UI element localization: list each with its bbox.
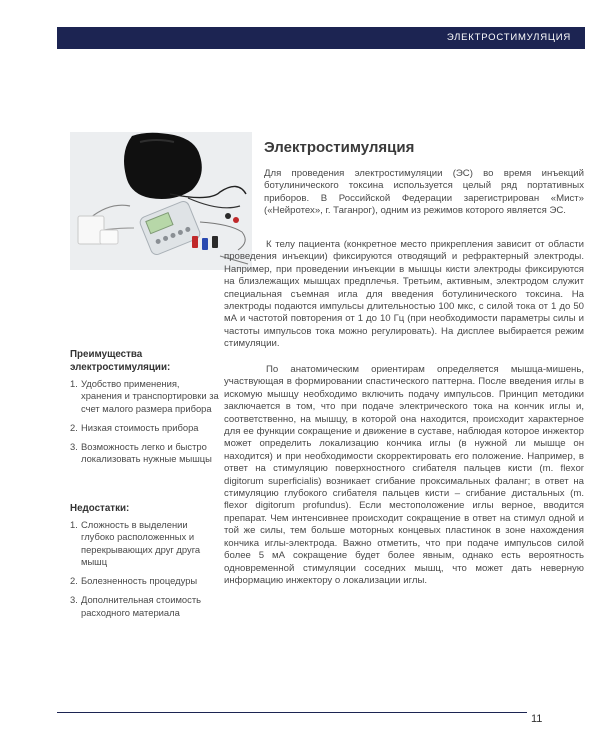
page-number: 11 (531, 713, 543, 725)
list-item (70, 575, 220, 587)
list-item-number: 3. (70, 441, 78, 453)
article-paragraph-2: К телу пациента (конкретное место прикрепления зависит от области проведения инъекции) фиксируются отводящий и рефрактерный электроды. Например, при проведении инъекции в мышцы кисти электроды фиксируются на близлежащих мышцах предплечья. Третьим, активным, электродом служит специальная съемная игла для введения ботулинического токсина. На электроды подаются импульсы длительностью 100 мкс, с силой тока от 1 до 50 мА и частотой повторения от 1 до 10 Гц (при необходимости параметры силы и частоты импульсов тока можно регулировать). На дисплее выбирается режим стимуляции. (224, 239, 584, 350)
section-title: ЭЛЕКТРОСТИМУЛЯЦИЯ (446, 32, 571, 43)
list-item (70, 519, 220, 568)
list-item-number: 1. (70, 519, 78, 530)
article-title: Электростимуляция (264, 139, 415, 156)
list-item (70, 594, 220, 619)
list-item-text: Низкая стоимость прибора (81, 421, 199, 433)
article-paragraph-3: По анатомическим ориентирам определяется мышца-мишень, участвующая в формировании спастического паттерна. После введения иглы в искомую мышцу необходимо включить подачу импульсов. Принцип методики заключается в том, что при подаче электрического тока на кончик иглы и, соответственно, на мышцу, в которой она находится, происходит характерное для ее функции сокращение и движение в суставе, наблюдая которое инжектор может определить локализацию кончика иглы (в нужной ли мышце он находится) и при необходимости скорректировать его положение. Например, в ответ на стимуляцию поверхностного сгибателя пальцев кисти (m. flexor digitorum superficialis) возникает сгибание проксимальных фаланг; в ответ на стимуляцию глубокого сгибателя пальцев кисти – сгибание дистальных (m. flexor digitorum profundus). Если местоположение иглы верное, вводится препарат. Чем интенсивнее происходит сокращение в ответ на стимул одной и той же силы, тем больше моторных концевых пластинок в зоне нахождения кончика иглы-электрода. Важно отметить, что при подаче импульсов силой более 5 мА сокращение будет более явным, однако есть вероятность одновременной стимуляции соседних мышц, что может дать неверную информацию инжектору о локализации иглы. (224, 364, 584, 586)
list-item-text: Удобство применения, хранения и транспортировки за счет малого размера прибора (81, 378, 219, 414)
footer-divider (57, 712, 527, 713)
list-item-text: Возможность легко и быстро локализовать нужные мышцы (81, 441, 212, 465)
list-item-text: Сложность в выделении глубоко расположенных и перекрывающих друг друга мышц (81, 519, 201, 567)
advantages-heading: Преимущества электростимуляции: (70, 349, 171, 373)
list-item-text: Болезненность процедуры (81, 575, 198, 587)
article-paragraph-1: Для проведения электростимуляции (ЭС) во время инъекций ботулинического токсина используется целый ряд портативных приборов. В Российской Федерации зарегистрирован «Мист» («Нейротех», г. Таганрог), одним из режимов которого является ЭС. (264, 168, 584, 217)
list-item-number: 2. (70, 575, 78, 587)
disadvantages-list (70, 519, 220, 626)
list-item-text: Дополнительная стоимость расходного материала (81, 594, 202, 618)
header-bar (57, 27, 585, 49)
disadvantages-heading: Недостатки: (70, 503, 130, 514)
advantages-list (70, 378, 220, 473)
list-item-number: 1. (70, 378, 78, 389)
list-item-number: 3. (70, 594, 78, 606)
list-item (70, 378, 220, 415)
list-item (70, 441, 220, 466)
list-item-number: 2. (70, 421, 78, 433)
list-item (70, 422, 220, 434)
